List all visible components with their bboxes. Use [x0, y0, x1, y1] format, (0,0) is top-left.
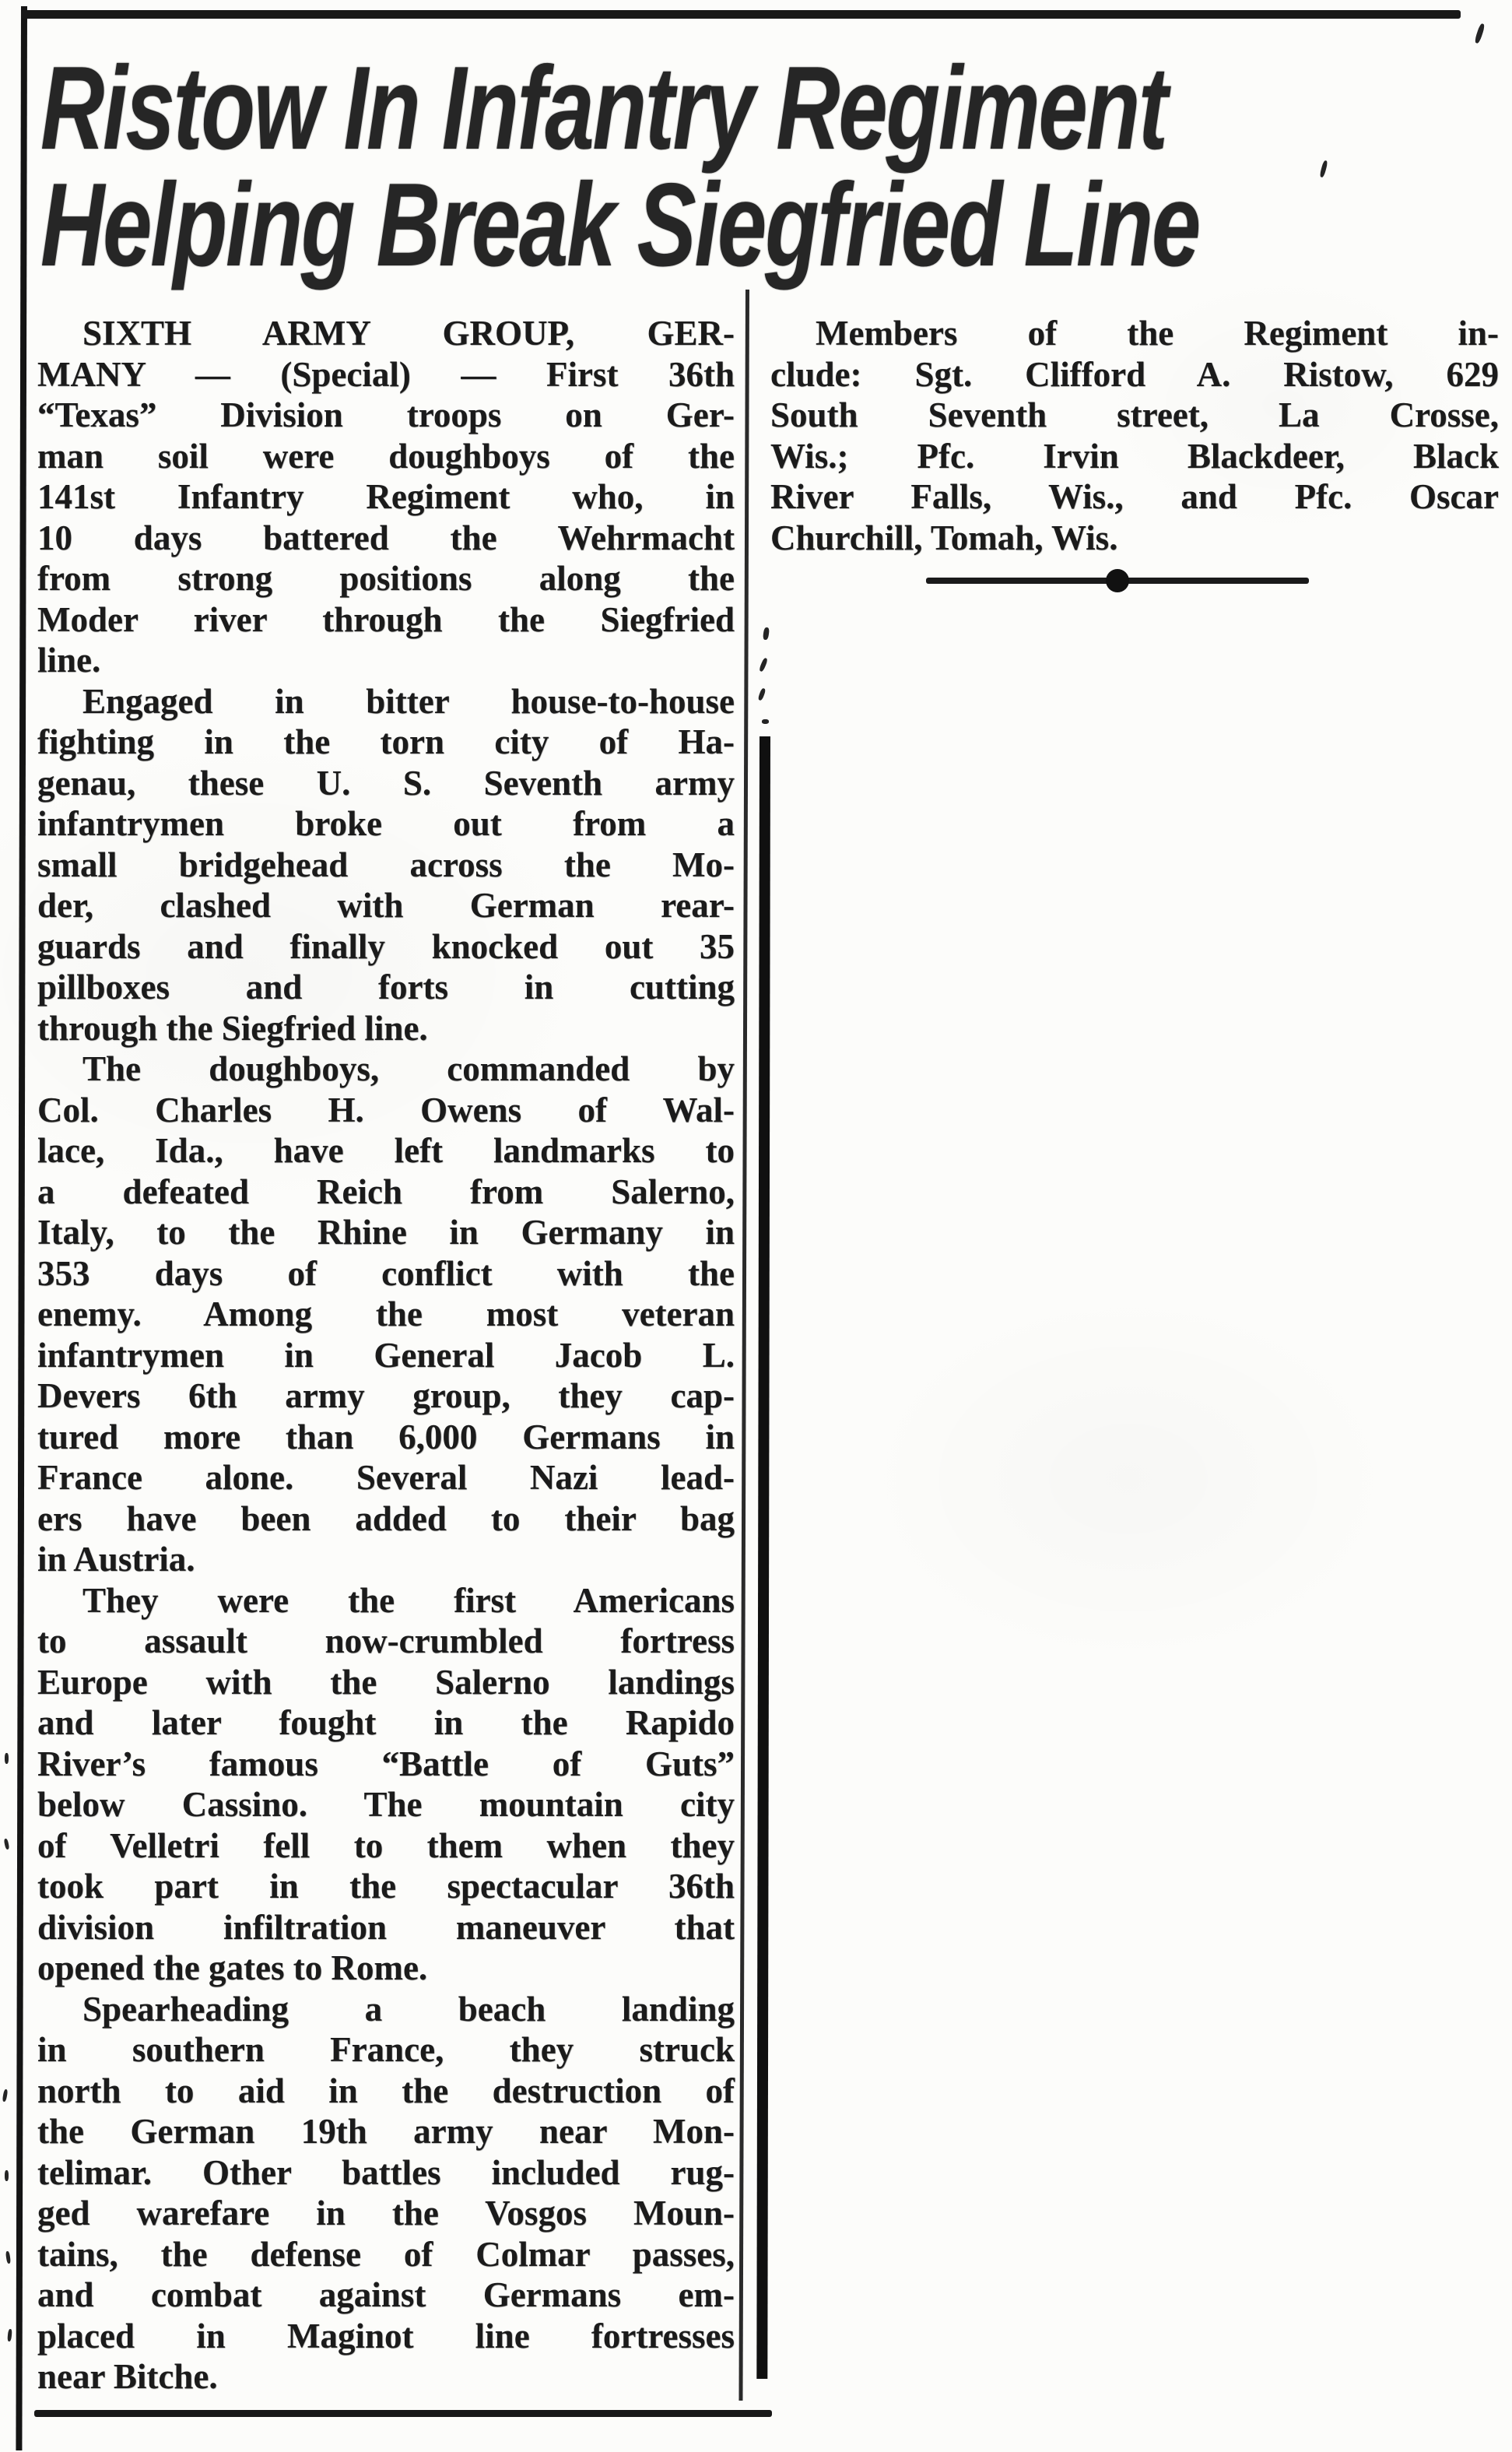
text-line: River’s famous “Battle of Guts”: [37, 1744, 735, 1783]
text-line: tured more than 6,000 Germans in: [37, 1417, 735, 1456]
text-line: infantrymen broke out from a: [37, 804, 735, 843]
ink-artifact: [762, 719, 769, 724]
text-line: fighting in the torn city of Ha-: [37, 722, 735, 761]
text-line: and combat against Germans em-: [37, 2275, 735, 2314]
text-line: France alone. Several Nazi lead-: [37, 1458, 735, 1497]
text-line: tains, the defense of Colmar passes,: [37, 2234, 735, 2274]
text-line: Spearheading a beach landing: [82, 1989, 735, 2029]
text-line: guards and finally knocked out 35: [37, 926, 735, 966]
text-line: near Bitche.: [37, 2357, 218, 2396]
text-line: Devers 6th army group, they cap-: [37, 1376, 735, 1415]
text-line: enemy. Among the most veteran: [37, 1295, 735, 1333]
text-line: the German 19th army near Mon-: [37, 2112, 735, 2151]
text-line: to assault now-crumbled fortress: [37, 1621, 735, 1660]
text-line: ged warefare in the Vosgos Moun-: [37, 2194, 735, 2232]
text-line: through the Siegfried line.: [37, 1008, 428, 1048]
text-line: in Austria.: [37, 1540, 195, 1579]
text-line: of Velletri fell to them when they: [37, 1825, 735, 1865]
headline-line-1: Ristow In Infantry Regiment: [40, 42, 1166, 174]
text-line: Col. Charles H. Owens of Wal-: [37, 1090, 735, 1129]
text-line: opened the gates to Rome.: [37, 1948, 428, 1987]
ink-artifact: [1474, 23, 1486, 44]
text-line: in southern France, they struck: [37, 2030, 735, 2069]
text-line: infantrymen in General Jacob L.: [37, 1335, 735, 1375]
text-line: man soil were doughboys of the: [37, 436, 735, 476]
right-column: [770, 313, 1499, 584]
paragraph: [770, 313, 1499, 558]
text-line: der, clashed with German rear-: [37, 886, 735, 925]
article-headline: [40, 42, 1200, 291]
text-line: Europe with the Salerno landings: [37, 1662, 735, 1702]
end-of-article-divider: [926, 578, 1309, 584]
text-line: “Texas” Division troops on Ger-: [37, 395, 735, 434]
divider-center-dot: [1106, 569, 1129, 592]
left-column: [37, 313, 735, 2398]
top-horizontal-rule: [21, 10, 1461, 19]
ink-artifact: [4, 1839, 10, 1850]
text-line: The doughboys, commanded by: [82, 1049, 735, 1088]
text-line: MANY — (Special) — First 36th: [37, 354, 735, 394]
ink-artifact: [5, 2251, 11, 2264]
bottom-horizontal-rule: [34, 2410, 772, 2417]
text-line: telimar. Other battles included rug-: [37, 2152, 735, 2192]
text-line: 353 days of conflict with the: [37, 1253, 735, 1293]
ink-artifact: [5, 1753, 9, 1764]
text-line: line.: [37, 641, 101, 680]
text-line: Churchill, Tomah, Wis.: [770, 518, 1118, 557]
text-line: north to aid in the destruction of: [37, 2071, 735, 2110]
text-line: Italy, to the Rhine in Germany in: [37, 1213, 735, 1252]
ink-artifact: [759, 658, 768, 673]
column-divider-bar: [756, 736, 770, 2379]
ink-artifact: [5, 2170, 9, 2181]
text-line: Engaged in bitter house-to-house: [82, 681, 735, 721]
text-line: Wis.; Pfc. Irvin Blackdeer, Black: [770, 436, 1499, 476]
headline-line-2: Helping Break Siegfried Line: [40, 159, 1200, 291]
text-line: Members of the Regiment in-: [816, 314, 1499, 353]
text-line: South Seventh street, La Crosse,: [770, 395, 1499, 434]
text-line: took part in the spectacular 36th: [37, 1867, 735, 1906]
text-line: River Falls, Wis., and Pfc. Oscar: [770, 477, 1499, 516]
text-line: 141st Infantry Regiment who, in: [37, 477, 735, 516]
text-line: ers have been added to their bag: [37, 1498, 735, 1538]
ink-artifact: [2, 2089, 9, 2102]
text-line: clude: Sgt. Clifford A. Ristow, 629: [770, 354, 1499, 394]
ink-artifact: [7, 2329, 12, 2341]
paragraph: [37, 313, 735, 681]
text-line: lace, Ida., have left landmarks to: [37, 1131, 735, 1170]
paragraph: [37, 1580, 735, 1989]
paragraph: [37, 1049, 735, 1580]
text-line: Moder river through the Siegfried: [37, 599, 735, 639]
ink-artifact: [1319, 160, 1328, 178]
ink-artifact: [763, 627, 770, 641]
ink-artifact: [757, 687, 766, 701]
paragraph: [37, 1989, 735, 2398]
text-line: placed in Maginot line fortresses: [37, 2316, 735, 2355]
text-line: from strong positions along the: [37, 559, 735, 598]
text-line: below Cassino. The mountain city: [37, 1785, 735, 1824]
text-line: genau, these U. S. Seventh army: [37, 763, 735, 803]
left-border-rule: [16, 6, 27, 2450]
right-column-paragraphs: [770, 313, 1499, 558]
text-line: and later fought in the Rapido: [37, 1703, 735, 1742]
text-line: a defeated Reich from Salerno,: [37, 1172, 735, 1211]
column-divider-rule: [738, 290, 749, 2401]
text-line: 10 days battered the Wehrmacht: [37, 518, 735, 557]
text-line: division infiltration maneuver that: [37, 1907, 735, 1947]
paragraph: [37, 681, 735, 1049]
text-line: small bridgehead across the Mo-: [37, 845, 735, 884]
text-line: They were the first Americans: [82, 1580, 735, 1620]
text-line: pillboxes and forts in cutting: [37, 968, 735, 1006]
text-line: SIXTH ARMY GROUP, GER-: [82, 314, 735, 353]
